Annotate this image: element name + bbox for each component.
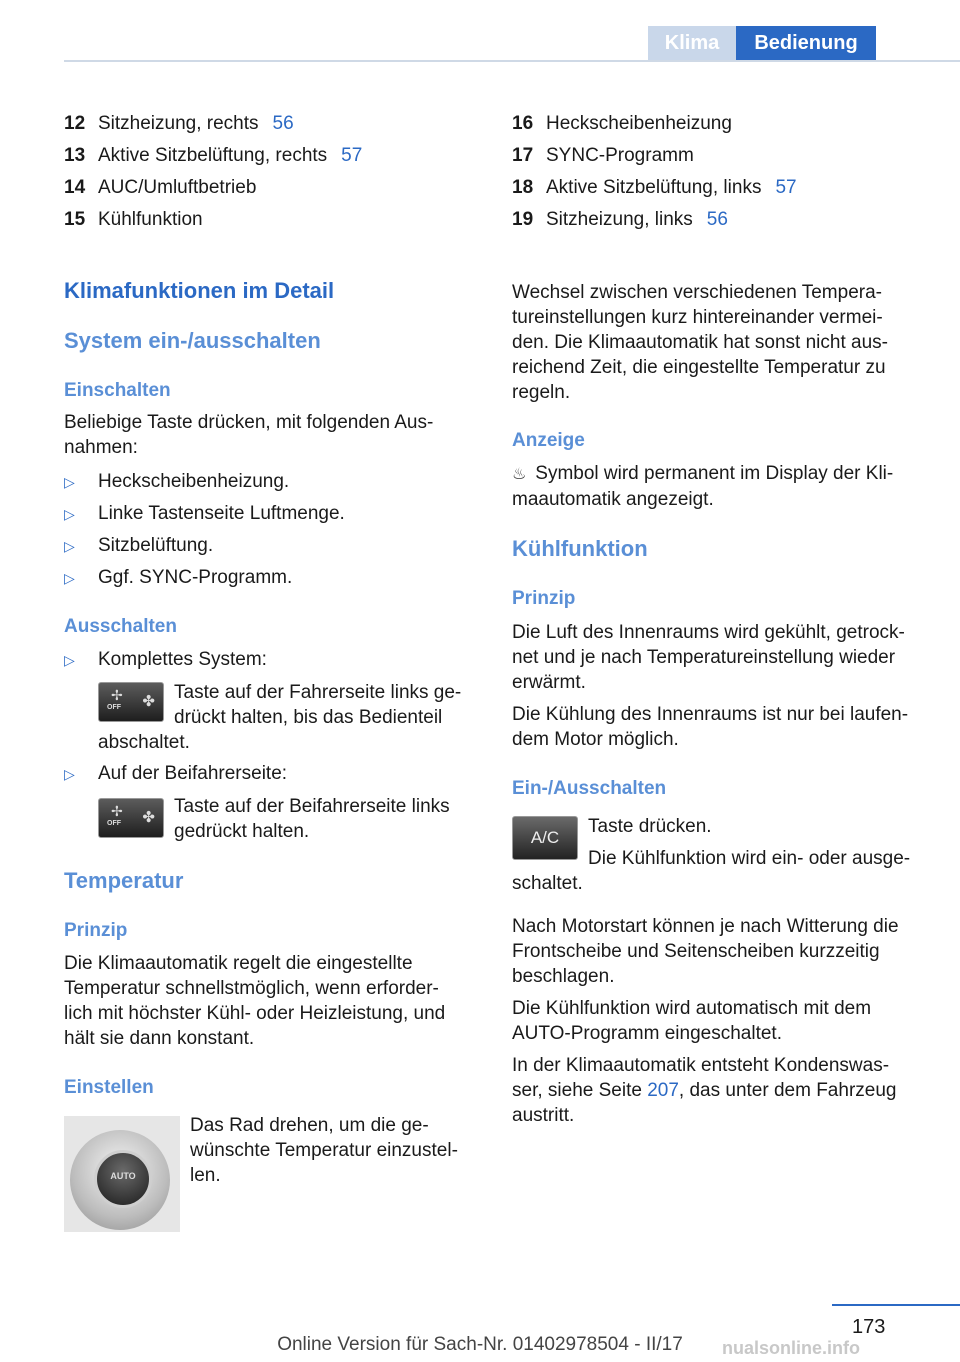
text-line: In der Klimaautomatik entsteht Kondenswas- <box>512 1055 890 1076</box>
bullet-text: Heckscheibenheizung. <box>98 471 290 492</box>
header-tab-bedienung: Bedienung <box>736 26 876 60</box>
bullet-text: Sitzbelüftung. <box>98 535 214 556</box>
subsection-title: Kühlfunktion <box>512 536 648 561</box>
subsection-title: Temperatur <box>64 868 184 893</box>
legend-number: 12 <box>64 113 86 134</box>
text-line: Taste auf der Beifahrerseite links <box>174 796 450 817</box>
text-line: beschlagen. <box>512 966 615 987</box>
text-line: erwärmt. <box>512 672 586 693</box>
text-line: dem Motor möglich. <box>512 729 679 750</box>
heading-prinzip: Prinzip <box>64 920 128 941</box>
text-line: len. <box>190 1165 221 1186</box>
text-line: schaltet. <box>512 873 583 894</box>
header-tab-klima: Klima <box>648 26 736 60</box>
paragraph <box>512 1053 942 1128</box>
legend-item <box>64 112 294 136</box>
text-line: net und je nach Temperatureinstellung wieder <box>512 647 896 668</box>
legend-number: 14 <box>64 177 86 198</box>
legend-text: AUC/Umluftbetrieb <box>98 177 257 198</box>
fan-off-button-image <box>98 682 164 722</box>
page-link[interactable]: 207 <box>647 1080 679 1101</box>
text-line: Die Kühlung des Innenraums ist nur bei laufen- <box>512 704 909 725</box>
text-line: Taste drücken. <box>588 816 712 837</box>
ac-button-image: A/C <box>512 816 578 860</box>
bullet-triangle-icon: ▷ <box>64 766 75 782</box>
legend-text: Kühlfunktion <box>98 209 203 230</box>
page-number: 173 <box>852 1316 886 1338</box>
text-line: Symbol wird permanent im Display der Kli- <box>535 463 894 484</box>
paragraph <box>174 794 484 844</box>
off-label: OFF <box>107 704 121 711</box>
section-title: Klimafunktionen im Detail <box>64 278 335 303</box>
text-line: Die Luft des Innenraums wird gekühlt, getrock- <box>512 622 905 643</box>
text-line: tureinstellungen kurz hintereinander vermei- <box>512 307 883 328</box>
bullet-item <box>64 533 213 559</box>
text-line: Temperatur schnellstmöglich, wenn erforder- <box>64 978 439 999</box>
text-line: reichend Zeit, die eingestellte Temperatur zu <box>512 357 886 378</box>
legend-text: Sitzheizung, rechts <box>98 113 259 134</box>
watermark: nualsonline.info <box>722 1338 860 1358</box>
text-line: AUTO-Programm eingeschaltet. <box>512 1023 782 1044</box>
text-line: ser, siehe Seite <box>512 1080 648 1101</box>
text-line: hält sie dann konstant. <box>64 1028 255 1049</box>
paragraph <box>512 702 942 752</box>
bullet-text: Komplettes System: <box>98 649 267 670</box>
fan-icon: ✤ <box>142 809 155 826</box>
heading-ausschalten: Ausschalten <box>64 616 177 637</box>
text-line: Die Kühlfunktion wird automatisch mit dem <box>512 998 872 1019</box>
knob-auto-label: AUTO <box>110 1171 136 1181</box>
paragraph <box>512 996 942 1046</box>
bullet-item <box>64 501 345 527</box>
legend-text: Heckscheibenheizung <box>546 113 732 134</box>
bullet-item <box>64 565 292 591</box>
legend-text: Aktive Sitzbelüftung, rechts <box>98 145 328 166</box>
text-line: Die Klimaautomatik regelt die eingestellte <box>64 953 413 974</box>
legend-number: 19 <box>512 209 534 230</box>
paragraph <box>512 280 932 405</box>
legend-text: Aktive Sitzbelüftung, links <box>546 177 762 198</box>
text-line: drückt halten, bis das Bedienteil <box>174 707 443 728</box>
page-link[interactable]: 57 <box>775 177 797 198</box>
header-rule <box>64 60 960 62</box>
legend-item <box>512 112 732 136</box>
text-line: austritt. <box>512 1105 575 1126</box>
fan-icon: ✢ <box>111 687 123 703</box>
footer-rule <box>832 1304 960 1306</box>
heading-einschalten: Einschalten <box>64 380 171 401</box>
temperature-knob-image <box>64 1116 180 1232</box>
footer-online-version: Online Version für Sach-Nr. 01402978504 - II/17 <box>277 1334 683 1355</box>
legend-item <box>512 176 797 200</box>
bullet-triangle-icon: ▷ <box>64 506 75 522</box>
legend-number: 13 <box>64 145 86 166</box>
bullet-triangle-icon: ▷ <box>64 474 75 490</box>
heat-waves-icon: ♨ <box>512 466 527 483</box>
text-line: regeln. <box>512 382 571 403</box>
knob-ring <box>70 1130 170 1230</box>
text-line: gedrückt halten. <box>174 821 310 842</box>
legend-item <box>64 144 362 168</box>
page-link[interactable]: 57 <box>341 145 363 166</box>
paragraph <box>512 914 942 989</box>
text-line: maautomatik angezeigt. <box>512 489 714 510</box>
paragraph <box>512 461 932 512</box>
bullet-text: Ggf. SYNC-Programm. <box>98 567 293 588</box>
heading-einstellen: Einstellen <box>64 1077 154 1098</box>
legend-text: SYNC-Programm <box>546 145 694 166</box>
fan-off-button-image <box>98 798 164 838</box>
bullet-item <box>64 469 289 495</box>
text-line: wünschte Temperatur einzustel- <box>190 1140 458 1161</box>
text-line: Die Kühlfunktion wird ein- oder ausge- <box>588 848 911 869</box>
bullet-triangle-icon: ▷ <box>64 538 75 554</box>
legend-text: Sitzheizung, links <box>546 209 693 230</box>
bullet-triangle-icon: ▷ <box>64 570 75 586</box>
heading-ein-ausschalten: Ein-/Ausschalten <box>512 778 667 799</box>
legend-number: 16 <box>512 113 534 134</box>
paragraph <box>64 951 484 1051</box>
legend-number: 18 <box>512 177 534 198</box>
legend-number: 17 <box>512 145 534 166</box>
heading-prinzip: Prinzip <box>512 588 576 609</box>
text-line: lich mit höchster Kühl- oder Heizleistung, und <box>64 1003 446 1024</box>
bullet-triangle-icon: ▷ <box>64 652 75 668</box>
page-link[interactable]: 56 <box>272 113 294 134</box>
subsection-title: System ein-/ausschalten <box>64 328 321 353</box>
bullet-text: Linke Tastenseite Luftmenge. <box>98 503 345 524</box>
paragraph <box>588 814 938 871</box>
legend-number: 15 <box>64 209 86 230</box>
text-line: Das Rad drehen, um die ge- <box>190 1115 429 1136</box>
heading-anzeige: Anzeige <box>512 430 585 451</box>
fan-icon: ✢ <box>111 803 123 819</box>
text-line: Taste auf der Fahrerseite links ge- <box>174 682 462 703</box>
bullet-item <box>64 761 287 787</box>
off-label: OFF <box>107 820 121 827</box>
legend-item <box>512 208 728 232</box>
bullet-text: Auf der Beifahrerseite: <box>98 763 288 784</box>
legend-item <box>512 144 694 168</box>
text-line: , das unter dem Fahrzeug <box>678 1080 897 1101</box>
text-line: den. Die Klimaautomatik hat sonst nicht aus- <box>512 332 888 353</box>
knob-center <box>94 1150 152 1208</box>
text-line: Wechsel zwischen verschiedenen Tempera- <box>512 282 882 303</box>
legend-item <box>64 176 256 200</box>
text-line: abschaltet. <box>98 732 190 753</box>
page-link[interactable]: 56 <box>706 209 728 230</box>
fan-icon: ✤ <box>142 693 155 710</box>
legend-item <box>64 208 203 232</box>
text-line: Beliebige Taste drücken, mit folgenden Aus- <box>64 412 434 433</box>
text-line: Nach Motorstart können je nach Witterung die <box>512 916 899 937</box>
paragraph <box>512 620 942 695</box>
text-line: Frontscheibe und Seitenscheiben kurzzeitig <box>512 941 880 962</box>
paragraph <box>64 410 484 460</box>
paragraph <box>174 680 484 730</box>
text-line: nahmen: <box>64 437 138 458</box>
bullet-item <box>64 647 267 673</box>
paragraph <box>190 1113 484 1188</box>
